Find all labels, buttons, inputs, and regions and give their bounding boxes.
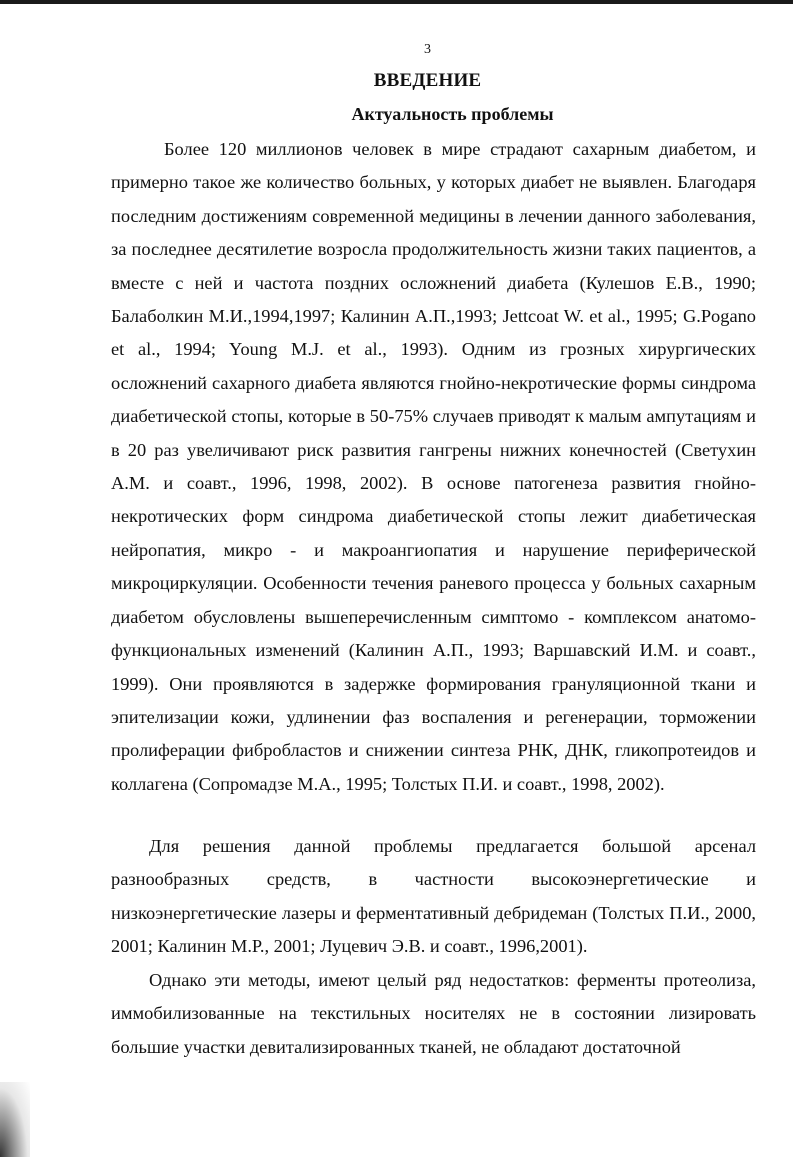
scan-top-border — [0, 0, 793, 4]
scan-corner-shadow — [0, 1082, 30, 1157]
page-number: 3 — [424, 42, 431, 57]
paragraph-1: Более 120 миллионов человек в мире страдают сахарным диабетом, и примерно такое же количество больных, у которых диабет не выявлен. Благодаря последним достижениям современной медицины в лечении данного заболевания, за последнее десятилетие возросла продолжительность жизни таких пациентов, а вместе с ней и частота поздних осложнений диабета (Кулешов Е.В., 1990; Балаболкин М.И.,1994,1997; Калинин А.П.,1993; Jettcoat W. et al., 1995; G.Pogano et al., 1994; Young M.J. et al., 1993). Одним из грозных хирургических осложнений сахарного диабета являются гнойно-некротические формы синдрома диабетической стопы, которые в 50-75% случаев приводят к малым ампутациям и в 20 раз увеличивают риск развития гангрены нижних конечностей (Светухин А.М. и соавт., 1996, 1998, 2002). В основе патогенеза развития гнойно-некротических форм синдрома диабетической стопы лежит диабетическая нейропатия, микро - и макроангиопатия и нарушение периферической микроциркуляции. Особенности течения раневого процесса у больных сахарным диабетом обусловлены вышеперечисленным симптомо - комплексом анатомо-функциональных изменений (Калинин А.П., 1993; Варшавский И.М. и соавт., 1999). Они проявляются в задержке формирования грануляционной ткани и эпителизации кожи, удлинении фаз воспаления и регенерации, торможении пролиферации фибробластов и снижении синтеза РНК, ДНК, гликопротеидов и коллагена (Сопромадзе М.А., 1995; Толстых П.И. и соавт., 1998, 2002). — [111, 139, 756, 794]
paragraph-2: Для решения данной проблемы предлагается большой арсенал разнообразных средств, в частности высокоэнергетические и низкоэнергетические лазеры и ферментативный дебридеман (Толстых П.И., 2000, 2001; Калинин М.Р., 2001; Луцевич Э.В. и соавт., 1996,2001). — [111, 836, 756, 957]
paragraph-3: Однако эти методы, имеют целый ряд недостатков: ферменты протеолиза, иммобилизованные на текстильных носителях не в состоянии лизировать большие участки девитализированных тканей, не обладают достаточной — [111, 970, 756, 1057]
page-title: ВВЕДЕНИЕ — [373, 70, 482, 91]
section-subtitle: Актуальность проблемы — [351, 104, 554, 124]
